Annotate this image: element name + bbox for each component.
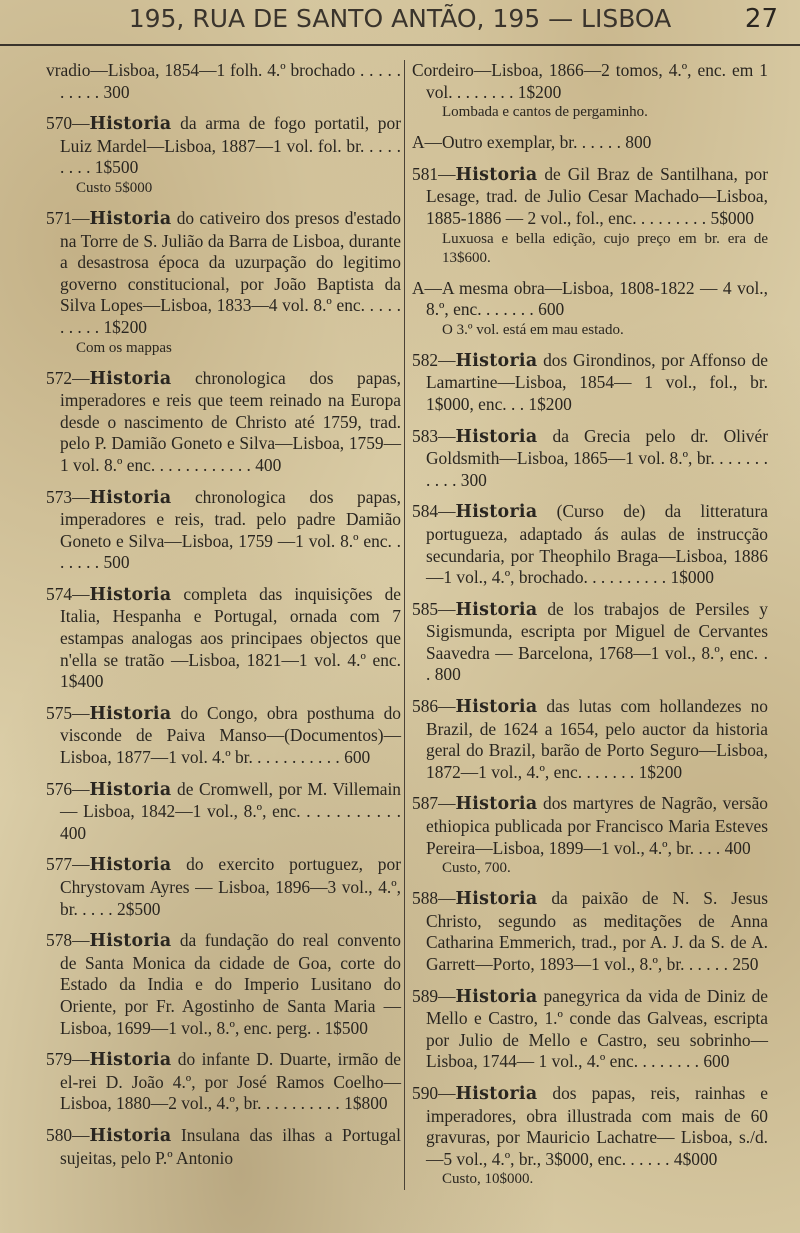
entry-note: Luxuosa e bella edição, cujo preço em br. era de 13$600. bbox=[442, 230, 768, 266]
entry-number: 582— bbox=[412, 349, 456, 370]
entry-text-block bbox=[412, 793, 768, 859]
entry-description: da Grecia pelo dr. Olivér Goldsmith—Lisboa, 1865—1 vol. 8.º, br. . . . . . . . . . . bbox=[426, 425, 768, 490]
catalog-entry bbox=[412, 164, 768, 268]
entry-title: Historia bbox=[455, 697, 538, 718]
catalog-entry bbox=[412, 278, 768, 340]
entry-title: Historia bbox=[455, 889, 538, 910]
entry-price: 400 bbox=[60, 822, 87, 843]
entry-price: 4$000 bbox=[669, 1148, 718, 1169]
catalog-entry bbox=[412, 132, 768, 154]
entry-price: 1$200 bbox=[524, 393, 572, 414]
entry-description: da fundação do real convento de Santa Monica da cidade de Goa, corte do Estado da India e do Imperio Lusitano do Oriente, por Fr. Agostinho de Santa Maria — Lisboa, 1699—1 vol., 8.º, enc. perg. . bbox=[60, 930, 401, 1038]
entry-note: Custo, 700. bbox=[442, 860, 511, 877]
entry-title: Historia bbox=[455, 986, 538, 1007]
entry-description: do cativeiro dos presos d'estado na Torre de S. Julião da Barra de Lisboa, durante a desastrosa época da uzurpação do legitimo governo constitucional, por João Baptista da Silva Lopes—Lisboa, 1833—4 vol. 8.º enc. . . . . . . . . . bbox=[60, 207, 401, 337]
entry-number: 576— bbox=[46, 778, 90, 799]
entry-number: 570— bbox=[46, 113, 90, 134]
entry-description: panegyrica da vida de Diniz de Mello e Castro, 1.º conde das Galveas, escripta por Julio de Mello e Castro, seu sobrinho—Lisboa, 1744— 1 vol., 4.º enc. . . . . . . . bbox=[426, 985, 768, 1072]
entry-title: Historia bbox=[89, 584, 172, 605]
entry-number: 572— bbox=[46, 367, 90, 388]
entry-number: 584— bbox=[412, 501, 456, 522]
entry-text-block bbox=[412, 501, 768, 588]
entry-price: 400 bbox=[720, 837, 751, 858]
entry-number: 588— bbox=[412, 888, 456, 909]
entry-price: 1$800 bbox=[339, 1093, 388, 1114]
entry-number: 589— bbox=[412, 985, 456, 1006]
entry-description: dos Girondinos, por Affonso de Lamartine—Lisboa, 1854— 1 vol., fol., br. 1$000, enc. . . bbox=[426, 349, 768, 414]
entry-price: 800 bbox=[620, 132, 652, 153]
catalog-entry bbox=[412, 888, 768, 975]
entry-number: 583— bbox=[412, 425, 456, 446]
entry-description: do infante D. Duarte, irmão de el-rei D. João 4.º, por José Ramos Coelho—Lisboa, 1880—2 vol., 4.º, br. . . . . . . . . . bbox=[60, 1049, 401, 1114]
entry-text-block bbox=[412, 986, 768, 1073]
entry-title: Historia bbox=[455, 502, 538, 523]
entry-price: 1$500 bbox=[320, 1017, 368, 1038]
entry-title: Historia bbox=[89, 1125, 172, 1146]
entry-description: dos papas, reis, rainhas e imperadores, obra illustrada com mais de 60 gravuras, por Mauricio Lachatre— Lisboa, s./d.—5 vol., 4.º, br., 3$000, enc. . . . . . bbox=[426, 1082, 768, 1169]
entry-title: Historia bbox=[89, 931, 172, 952]
catalog-entry bbox=[46, 930, 401, 1039]
entry-price: 400 bbox=[250, 454, 282, 475]
column-divider bbox=[404, 60, 405, 1190]
catalog-entry bbox=[412, 793, 768, 878]
entry-number: A— bbox=[412, 277, 442, 298]
entry-text-block bbox=[46, 930, 401, 1039]
entry-number: 581— bbox=[412, 163, 456, 184]
catalog-entry bbox=[46, 60, 401, 103]
entry-price: 1$400 bbox=[60, 671, 104, 692]
entry-title: Historia bbox=[455, 1083, 538, 1104]
entry-title: Historia bbox=[455, 164, 538, 185]
entry-number: 574— bbox=[46, 583, 90, 604]
entry-description: Insulana das ilhas a Portugal sujeitas, pelo P.º Antonio bbox=[60, 1124, 401, 1168]
entry-note: Com os mappas bbox=[76, 339, 172, 356]
catalog-entry bbox=[46, 854, 401, 920]
entry-title: Historia bbox=[455, 426, 538, 447]
entry-text-block bbox=[46, 703, 401, 769]
entry-title: Historia bbox=[89, 779, 172, 800]
entry-note: Lombada e cantos de pergaminho. bbox=[442, 104, 648, 121]
entry-price: 300 bbox=[99, 81, 130, 102]
entry-title: Historia bbox=[89, 1050, 172, 1071]
entry-text-block bbox=[412, 599, 768, 686]
entry-description: da arma de fogo portatil, por Luiz Mardel—Lisboa, 1887—1 vol. fol. br. . . . . . . . . bbox=[60, 113, 401, 178]
header-title: 195, RUA DE SANTO ANTÃO, 195 — LISBOA bbox=[128, 4, 672, 33]
entry-text-block bbox=[412, 350, 768, 416]
entry-description: (Curso de) da litteratura portugueza, adaptado ás aulas de instrucção secundaria, por Theophilo Braga—Lisboa, 1886—1 vol., 4.º, brochado. . . . . . . . . . bbox=[426, 501, 768, 588]
entry-title: Historia bbox=[89, 703, 172, 724]
entry-description: Outro exemplar, br. . . . . . bbox=[441, 132, 621, 153]
entry-price: 2$500 bbox=[112, 898, 161, 919]
entry-price: 1$200 bbox=[99, 316, 147, 337]
entry-text-block bbox=[46, 779, 401, 845]
catalog-entry bbox=[46, 368, 401, 477]
entry-description: Cordeiro—Lisboa, 1866—2 tomos, 4.º, enc. em 1 vol. . . . . . . . bbox=[412, 60, 768, 102]
entry-number: 575— bbox=[46, 702, 90, 723]
catalog-entry bbox=[46, 584, 401, 693]
entry-text-block bbox=[46, 1125, 401, 1169]
entry-price: 1$000 bbox=[666, 567, 714, 588]
entry-price: 600 bbox=[339, 747, 371, 768]
catalog-entry bbox=[46, 208, 401, 358]
entry-note: Custo 5$000 bbox=[76, 179, 153, 196]
entry-number: 585— bbox=[412, 598, 456, 619]
entry-number: 571— bbox=[46, 207, 90, 228]
entry-title: Historia bbox=[89, 855, 172, 876]
entry-number: 573— bbox=[46, 486, 90, 507]
catalog-entry bbox=[412, 599, 768, 686]
entry-text-block bbox=[46, 113, 401, 179]
entry-price: 800 bbox=[430, 664, 461, 685]
entry-price: 250 bbox=[727, 954, 759, 974]
entry-title: Historia bbox=[89, 487, 172, 508]
entry-note: O 3.º vol. está em mau estado. bbox=[442, 321, 624, 338]
entry-number: 579— bbox=[46, 1049, 90, 1070]
entry-price: 600 bbox=[699, 1051, 730, 1072]
entry-price: 5$000 bbox=[706, 207, 754, 228]
entry-number: A— bbox=[412, 132, 442, 153]
entry-number: 587— bbox=[412, 793, 456, 814]
entry-text-block bbox=[412, 60, 768, 103]
entry-description: do exercito portuguez, por Chrystovam Ayres — Lisboa, 1896—3 vol., 4.º, br. . . . . bbox=[60, 854, 401, 919]
entry-description: dos martyres de Nagrão, versão ethiopica publicada por Francisco Maria Esteves Pereira—Lisboa, 1899—1 vol., 4.º, br. . . . bbox=[426, 793, 768, 858]
entry-text-block bbox=[412, 278, 768, 321]
entry-title: Historia bbox=[455, 794, 538, 815]
entry-description: chronologica dos papas, imperadores e reis, trad. pelo padre Damião Goneto e Silva—Lisboa, 1759 —1 vol. 8.º enc. . . . . . . bbox=[60, 486, 401, 573]
entry-text-block bbox=[46, 487, 401, 574]
entry-price: 1$500 bbox=[90, 157, 139, 178]
entry-title: Historia bbox=[455, 350, 538, 371]
entry-title: Historia bbox=[455, 599, 538, 620]
entry-note: Custo, 10$000. bbox=[442, 1171, 534, 1188]
page-number: 27 bbox=[744, 4, 778, 34]
entry-number: 578— bbox=[46, 930, 90, 951]
entry-text-block bbox=[46, 368, 401, 477]
catalog-entry bbox=[46, 779, 401, 845]
entry-number: 586— bbox=[412, 696, 456, 717]
entry-number: 577— bbox=[46, 854, 90, 875]
entry-price: 300 bbox=[456, 469, 487, 490]
catalog-entry bbox=[412, 1083, 768, 1189]
catalog-entry bbox=[412, 986, 768, 1073]
entry-description: de los trabajos de Persiles y Sigismunda, escripta por Miguel de Cervantes Saavedra — Barcelona, 1768—1 vol., 8.º, enc. . . bbox=[426, 598, 768, 685]
entry-number: 580— bbox=[46, 1124, 90, 1145]
catalog-entry bbox=[46, 1125, 401, 1169]
catalog-entry bbox=[46, 113, 401, 198]
catalog-entry bbox=[412, 501, 768, 588]
entry-description: das lutas com hollandezes no Brazil, de 1624 a 1654, pelo auctor da historia geral do Brazil, barão de Porto Seguro—Lisboa, 1872—1 vol., 4.º, enc. . . . . . . bbox=[426, 696, 768, 782]
left-column bbox=[46, 60, 401, 1179]
entry-description: de Cromwell, por M. Villemain— Lisboa, 1842—1 vol., 8.º, enc. . . . . . . . . . . bbox=[60, 778, 401, 822]
entry-description: de Gil Braz de Santilhana, por Lesage, trad. de Julio Cesar Machado—Lisboa, 1885-1886 — 2 vol., fol., enc. . . . . . . . . bbox=[426, 163, 768, 228]
entry-price: 500 bbox=[99, 552, 130, 573]
catalog-entry bbox=[412, 696, 768, 783]
entry-price: 1$200 bbox=[634, 761, 683, 782]
entry-text-block bbox=[46, 60, 401, 103]
entry-description: chronologica dos papas, imperadores e reis que teem reinado na Europa desde o nascimento de Christo até 1759, trad. pelo P. Damião Goneto e Silva—Lisboa, 1759—1 vol. 8.º enc. . . . . . . . . . . . bbox=[60, 367, 401, 475]
catalog-entry bbox=[46, 703, 401, 769]
entry-description: do Congo, obra posthuma do visconde de Paiva Manso—(Documentos)—Lisboa, 1877—1 vol. 4.º br. . . . . . . . . . . bbox=[60, 702, 401, 768]
entry-text-block bbox=[46, 854, 401, 920]
entry-number: 590— bbox=[412, 1082, 456, 1103]
entry-text-block bbox=[412, 426, 768, 492]
running-header bbox=[0, 0, 800, 46]
entry-text-block bbox=[412, 888, 768, 975]
entry-text-block bbox=[412, 696, 768, 783]
entry-text-block bbox=[412, 164, 768, 230]
entry-text-block bbox=[46, 584, 401, 693]
entry-title: Historia bbox=[89, 368, 172, 389]
catalog-entry bbox=[412, 350, 768, 416]
entry-text-block bbox=[46, 1049, 401, 1115]
entry-text-block bbox=[46, 208, 401, 339]
entry-description: A mesma obra—Lisboa, 1808-1822 — 4 vol., 8.º, enc. . . . . . . bbox=[426, 277, 768, 320]
catalog-entry bbox=[46, 487, 401, 574]
catalog-entry bbox=[46, 1049, 401, 1115]
entry-description: da paixão de N. S. Jesus Christo, segundo as meditações de Anna Catharina Emmerich, trad., por A. J. da S. de A. Garrett—Porto, 1893—1 vol., 8.º, br. . . . . . bbox=[426, 888, 768, 974]
catalog-entry bbox=[412, 426, 768, 492]
entry-description: completa das inquisições de Italia, Hespanha e Portugal, ornada com 7 estampas analogas aos principaes objectos que n'ella se tratão —Lisboa, 1821—1 vol. 4.º enc. bbox=[60, 583, 401, 670]
entry-price: 600 bbox=[533, 299, 565, 320]
right-column bbox=[412, 60, 768, 1199]
entry-title: Historia bbox=[89, 114, 172, 135]
entry-text-block bbox=[412, 132, 768, 154]
entry-title: Historia bbox=[89, 208, 172, 229]
entry-text-block bbox=[412, 1083, 768, 1170]
entry-description: vradio—Lisboa, 1854—1 folh. 4.º brochado . . . . . . . . . . bbox=[46, 60, 401, 102]
entry-price: 1$200 bbox=[513, 81, 562, 102]
catalog-entry bbox=[412, 60, 768, 122]
